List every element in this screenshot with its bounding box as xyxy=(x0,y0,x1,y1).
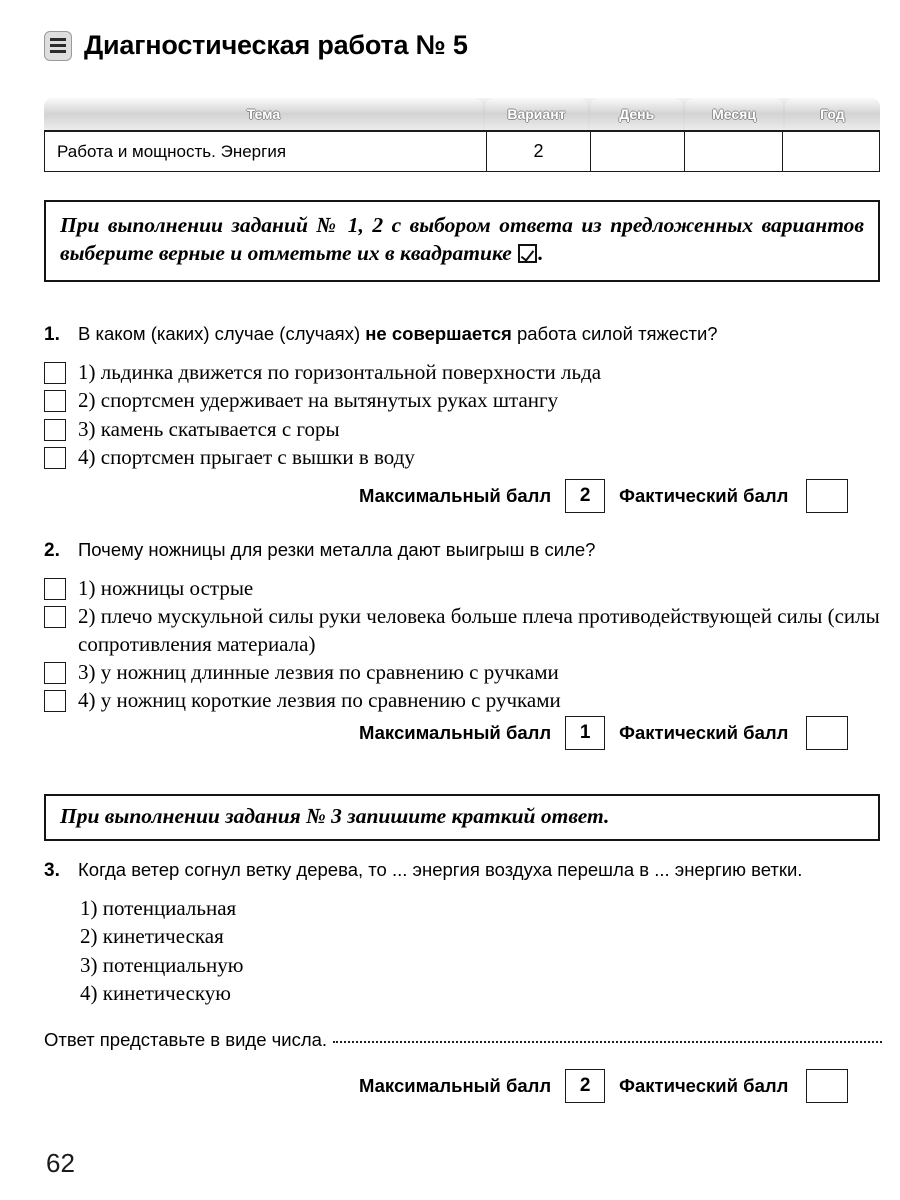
option-row xyxy=(80,895,884,922)
option-label: 3) камень скатывается с горы xyxy=(78,416,340,441)
info-table-row xyxy=(44,130,880,172)
option-row[interactable] xyxy=(44,575,884,602)
page-title: Диагностическая работа № 5 xyxy=(84,30,468,60)
option-row xyxy=(80,980,884,1007)
question-3 xyxy=(44,858,884,1008)
actual-score-field[interactable] xyxy=(806,716,848,750)
option-label: 1) потенциальная xyxy=(80,896,237,921)
answer-note: Ответ представьте в виде числа. xyxy=(44,1029,328,1050)
option-row[interactable] xyxy=(44,687,884,714)
actual-score-label: Фактический балл xyxy=(619,485,789,506)
instruction-1-text-before: При выполнении заданий № 1, 2 с выбором ответа из предложенных вариантов выберите верные и отметьте их в квадратике xyxy=(60,213,864,265)
max-score-value: 1 xyxy=(565,716,605,750)
info-table xyxy=(44,98,880,172)
option-label: 2) спортсмен удерживает на вытянутых руках штангу xyxy=(78,388,559,413)
option-label: 4) у ножниц короткие лезвия по сравнению с ручками xyxy=(78,688,561,713)
question-1-text-a: В каком (каких) случае (случаях) xyxy=(78,323,366,344)
column-header-variant: Вариант xyxy=(485,98,588,130)
question-1-heading xyxy=(44,322,884,347)
document-lines-icon xyxy=(44,31,72,61)
checkbox-icon[interactable] xyxy=(44,362,66,384)
option-label: 4) спортсмен прыгает с вышки в воду xyxy=(78,444,415,469)
checkbox-icon[interactable] xyxy=(44,606,66,628)
option-label: 1) льдинка движется по горизонтальной поверхности льда xyxy=(78,360,602,385)
question-1-text xyxy=(78,322,884,346)
question-2-text: Почему ножницы для резки металла дают выигрыш в силе? xyxy=(78,539,596,560)
max-score-label: Максимальный балл xyxy=(359,722,552,743)
actual-score-label: Фактический балл xyxy=(619,722,789,743)
option-row xyxy=(80,923,884,950)
question-3-number: 3. xyxy=(44,860,60,881)
actual-score-field[interactable] xyxy=(806,1069,848,1103)
question-1-number: 1. xyxy=(44,324,60,345)
question-3-text: Когда ветер согнул ветку дерева, то ... энергия воздуха перешла в ... энергию ветки. xyxy=(78,859,803,880)
page-header xyxy=(44,30,468,61)
info-table-header-row xyxy=(44,98,880,130)
option-row[interactable] xyxy=(44,416,884,443)
instruction-box-2: При выполнении задания № 3 запишите краткий ответ. xyxy=(44,794,880,841)
max-score-value: 2 xyxy=(565,1069,605,1103)
page-number: 62 xyxy=(46,1148,75,1178)
option-label: 1) ножницы острые xyxy=(78,576,254,601)
score-row-question-1 xyxy=(359,479,848,513)
option-label: 2) кинетическая xyxy=(80,924,224,949)
cell-variant[interactable]: 2 xyxy=(487,132,591,171)
max-score-label: Максимальный балл xyxy=(359,1075,552,1096)
checkbox-icon[interactable] xyxy=(44,690,66,712)
checked-box-icon xyxy=(518,244,537,263)
column-header-month: Месяц xyxy=(685,98,782,130)
question-2 xyxy=(44,538,884,716)
question-2-heading xyxy=(44,538,884,563)
cell-day[interactable] xyxy=(591,132,685,171)
instruction-1-text-after: . xyxy=(538,240,544,265)
option-row[interactable] xyxy=(44,659,884,686)
option-label: 3) потенциальную xyxy=(80,952,244,977)
option-label: 4) кинетическую xyxy=(80,980,231,1005)
option-row[interactable] xyxy=(44,387,884,414)
cell-year[interactable] xyxy=(783,132,879,171)
checkbox-icon[interactable] xyxy=(44,578,66,600)
option-row[interactable] xyxy=(44,359,884,386)
option-row[interactable] xyxy=(44,444,884,471)
checkbox-icon[interactable] xyxy=(44,662,66,684)
column-header-year: Год xyxy=(785,98,880,130)
checkbox-icon[interactable] xyxy=(44,447,66,469)
max-score-label: Максимальный балл xyxy=(359,485,552,506)
column-header-day: День xyxy=(590,98,683,130)
question-1 xyxy=(44,322,884,472)
question-2-number: 2. xyxy=(44,540,60,561)
question-1-text-b: работа силой тяжести? xyxy=(511,323,718,344)
option-label: 2) плечо мускульной силы руки человека больше плеча противодействующей силы (силы сопротивления материала) xyxy=(78,604,880,656)
checkbox-icon[interactable] xyxy=(44,419,66,441)
option-row[interactable] xyxy=(44,603,884,658)
answer-line xyxy=(44,1029,882,1051)
score-row-question-2 xyxy=(359,716,848,750)
score-row-question-3 xyxy=(359,1069,848,1103)
checkbox-icon[interactable] xyxy=(44,390,66,412)
actual-score-field[interactable] xyxy=(806,479,848,513)
question-1-options xyxy=(44,359,884,471)
option-row xyxy=(80,952,884,979)
actual-score-label: Фактический балл xyxy=(619,1075,789,1096)
cell-topic: Работа и мощность. Энергия xyxy=(45,132,487,171)
option-label: 3) у ножниц длинные лезвия по сравнению с ручками xyxy=(78,659,559,684)
max-score-value: 2 xyxy=(565,479,605,513)
question-1-text-bold: не совершается xyxy=(365,323,512,344)
answer-input-line[interactable] xyxy=(333,1041,882,1043)
instruction-box-1 xyxy=(44,200,880,282)
column-header-topic: Тема xyxy=(44,98,483,130)
cell-month[interactable] xyxy=(685,132,783,171)
question-3-heading xyxy=(44,858,884,883)
question-3-options xyxy=(80,895,884,1007)
question-2-options xyxy=(44,575,884,714)
